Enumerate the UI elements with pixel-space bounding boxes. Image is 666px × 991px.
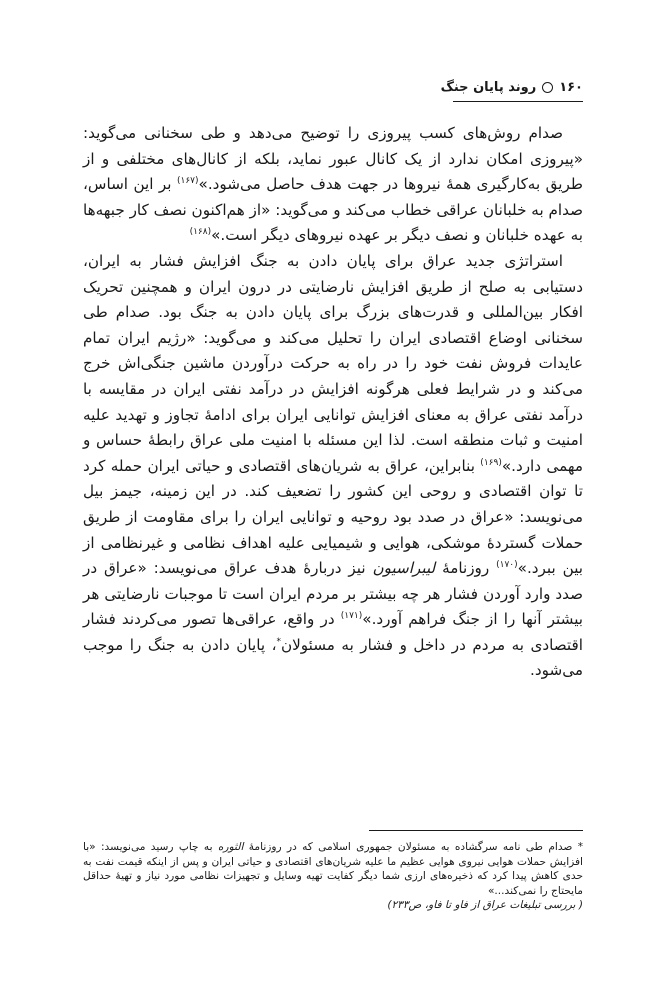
reference-marker: (۱۶۷) <box>176 176 199 187</box>
footnote <box>83 840 583 913</box>
reference-marker: (۱۶۹) <box>480 457 502 468</box>
footnote-source: ( بررسی تبلیغات عراق از فاو تا فاو، ص۲۳۳) <box>387 899 583 912</box>
header-divider <box>453 101 583 102</box>
paragraph-text: صدام روش‌های کسب پیروزی را توضیح می‌دهد و طی سخنانی می‌گوید: «پیروزی امکان ندارد از یک کانال عبور نماید، بلکه از کانال‌های مختلفی و از طریق به‌کارگیری همهٔ نیروها در جهت هدف حاصل می‌شود.» <box>83 124 583 194</box>
paragraph-2 <box>83 249 583 684</box>
paragraph-text: استراتژی جدید عراق برای پایان دادن به جنگ افزایش فشار به ایران، دستیابی به صلح از طریق افزایش نارضایتی در درون ایران و همچنین تحریک افکار بین‌المللی و قدرت‌های بزرگ برای پایان دادن به جنگ بود. صدام طی سخنانی اوضاع اقتصادی ایران را تحلیل می‌کند و می‌گوید: «رژیم ایران تمام عایدات فروش نفت خود را در راه به حرکت درآوردن ماشین جنگی‌اش خرج می‌کند و در شرایط فعلی هرگونه افزایش در درآمد نفتی ایران در مقایسه با درآمد نفتی عراق به معنای افزایش توانایی ایران برای ادامهٔ تجاوز و تهدید علیه امنیت و ثبات منطقه است. لذا این مسئله با امنیت ملی عراق رابطهٔ حساس و مهمی دارد.» <box>83 251 583 475</box>
paragraph-text: نیز دربارهٔ هدف عراق می‌نویسد: «عراق در صدد وارد آوردن فشار هر چه بیشتر بر مردم ایران است تا موجبات نارضایتی هر بیشتر آنها را از جنگ فراهم آورد.» <box>83 559 583 629</box>
footnote-marker: * <box>577 841 584 853</box>
reference-marker: (۱۶۸) <box>189 227 212 238</box>
footnote-text <box>83 840 583 898</box>
paragraph-text: ، پایان دادن به جنگ را موجب می‌شود. <box>83 635 583 680</box>
paragraph-text: در واقع، عراقی‌ها تصور می‌کردند فشار اقتصادی به مردم در داخل و فشار به مسئولان <box>83 610 583 654</box>
footnote-body: صدام طی نامه سرگشاده به مسئولان جمهوری اسلامی که در روزنامهٔ <box>243 841 578 853</box>
reference-marker: (۱۷۱) <box>340 611 363 622</box>
circle-ornament-icon <box>542 82 553 93</box>
footnote-divider <box>369 830 583 831</box>
paragraph-text: بر این اساس، صدام به خلبانان عراقی خطاب می‌کند و می‌گوید: «از هم‌اکنون نصف کار جبهه‌ها به عهده خلبانان و نصف دیگر بر عهده نیروهای دیگر است.» <box>83 175 583 245</box>
paragraph-text: بنابراین، عراق به شریان‌های اقتصادی و حیاتی ایران حمله کرد تا توان اقتصادی و روحی این کشور را تضعیف کند. در این زمینه، جیمز بیل می‌نویسد: «عراق در صدد بود روحیه و توانایی ایران را برای مقاومت از طریق حملات گستردهٔ موشکی، هوایی و شیمیایی علیه اهداف نظامی و غیرنظامی از بین ببرد.» <box>83 456 583 578</box>
footnote-body: به چاپ رسید می‌نویسد: «با افزایش حملات هوایی نیروی هوایی عظیم ما علیه شریان‌های اقتصادی و حیاتی ایران و پس از اینکه قیمت نفت به حدی کاهش پیدا کرد که ذخیره‌های ارزی شما دیگر کفایت تهیه وسایل و تجهیزات نظامی مورد نیاز و تهیهٔ حداقل مایحتاج را نمی‌کند...» <box>83 841 583 897</box>
footnote-marker: * <box>276 636 281 647</box>
running-header <box>441 80 583 95</box>
body-text <box>83 121 583 684</box>
paragraph-1 <box>83 121 583 249</box>
page-number: ۱۶۰ <box>559 80 583 95</box>
newspaper-name: لیبراسیون <box>372 559 436 578</box>
footnote-newspaper: الثوره <box>217 841 244 853</box>
reference-marker: (۱۷۰) <box>496 560 518 571</box>
chapter-title: روند پایان جنگ <box>440 80 537 95</box>
paragraph-text: روزنامهٔ <box>435 559 497 578</box>
